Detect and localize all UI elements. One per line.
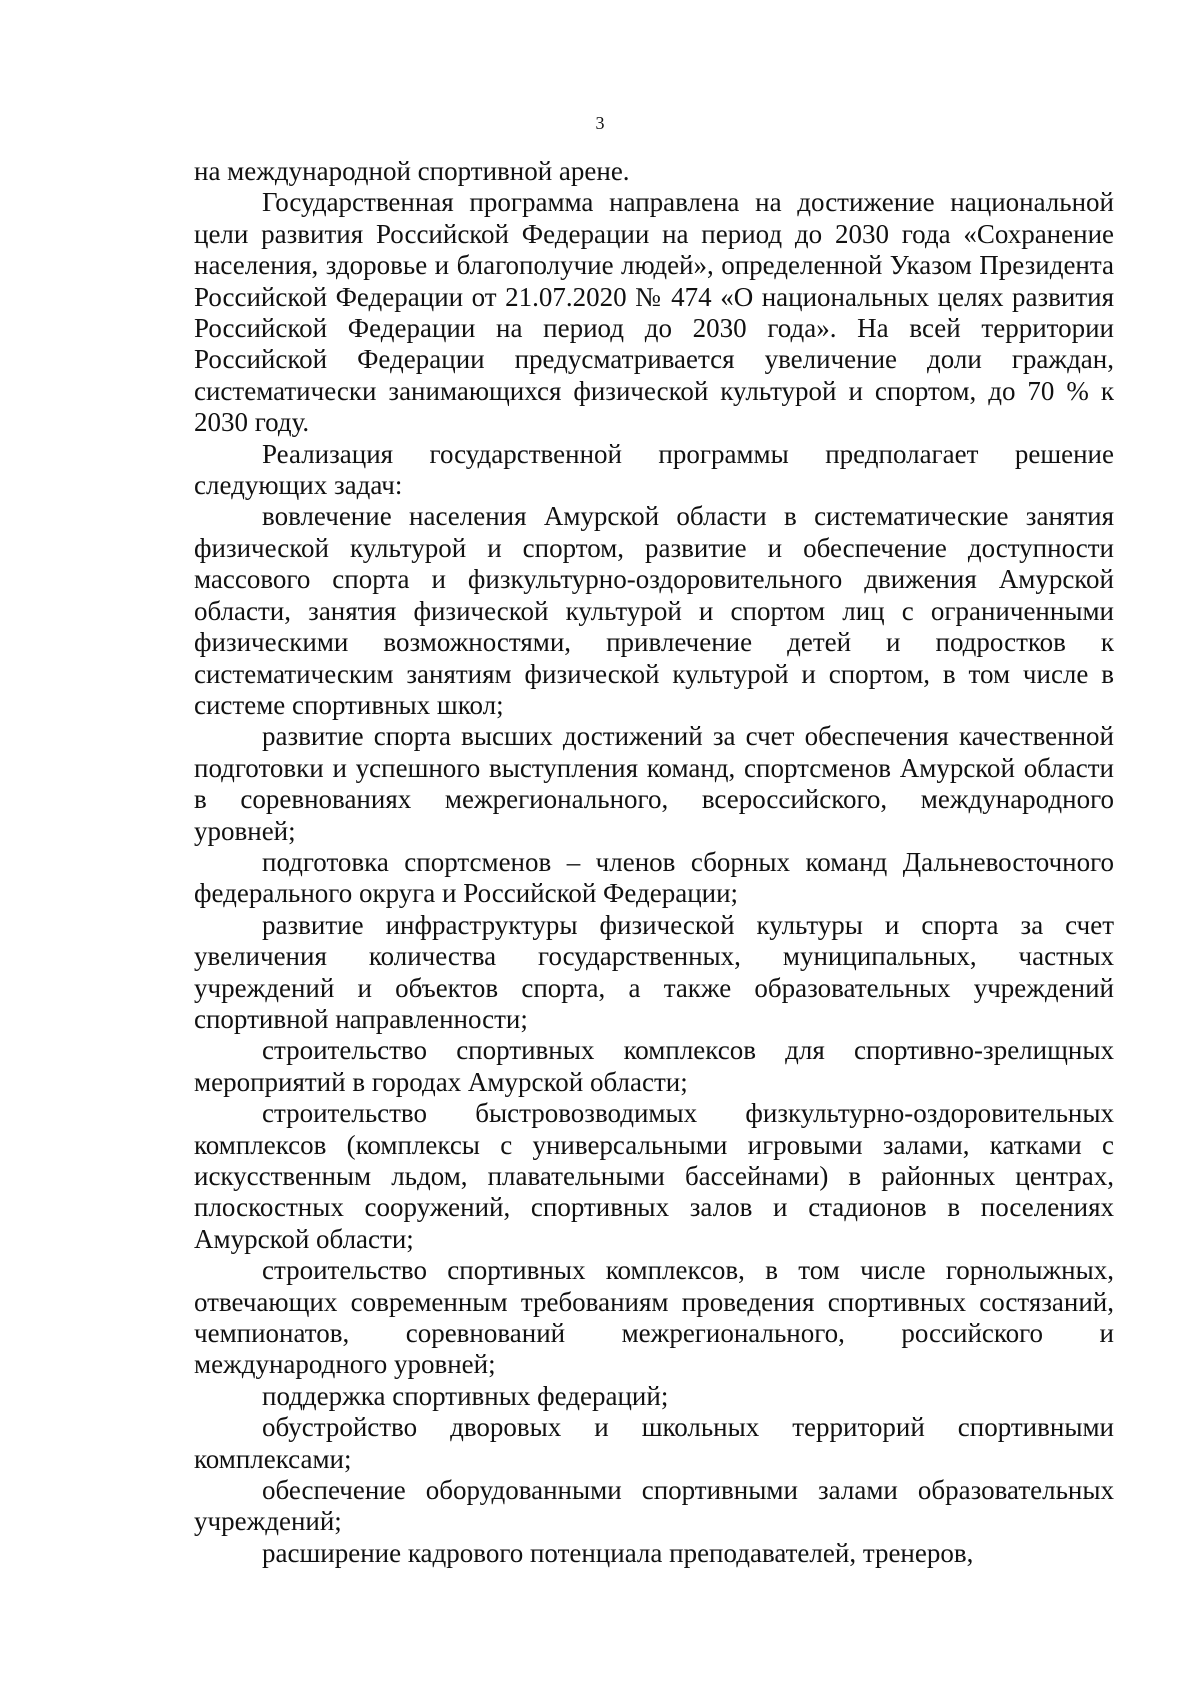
page-number: 3 [595, 113, 605, 133]
paragraph-task-infrastructure: развитие инфраструктуры физической культуры и спорта за счет увеличения количества государственных, муниципальных, частных учреждений и объектов спорта, а также образовательных учреждений спортивной направленности; [194, 909, 1114, 1034]
paragraph-task-federations: поддержка спортивных федераций; [262, 1380, 669, 1411]
paragraph-task-prefab-complexes: строительство быстровозводимых физкультурно-оздоровительных комплексов (комплексы с универсальными игровыми залами, катками с искусственным льдом, плавательными бассейнами) в районных центрах, плоскостных сооружений, спортивных залов и стадионов в поселениях Амурской области; [194, 1098, 1114, 1254]
paragraph-task-yard-territories: обустройство дворовых и школьных территорий спортивными комплексами; [194, 1412, 1114, 1474]
paragraph-continuation: на международной спортивной арене. [194, 156, 630, 186]
paragraph-task-staff: расширение кадрового потенциала преподавателей, тренеров, [262, 1537, 974, 1568]
paragraph-task-school-gyms: обеспечение оборудованными спортивными залами образовательных учреждений; [194, 1475, 1114, 1537]
paragraph-tasks-intro: Реализация государственной программы предполагает решение следующих задач: [194, 438, 1114, 501]
paragraph-task-sports-complexes: строительство спортивных комплексов для спортивно-зрелищных мероприятий в городах Амурской области; [194, 1035, 1114, 1097]
paragraph-program-goal: Государственная программа направлена на достижение национальной цели развития Российской Федерации на период до 2030 года «Сохранение населения, здоровье и благополучие людей», определенной Указом Президента Российской Федерации от 21.07.2020 № 474 «О национальных целях развития Российской Федерации на период до 2030 года». На всей территории Российской Федерации предусматривается увеличение доли граждан, систематически занимающихся физической культурой и спортом, до 70 % к 2030 году. [194, 187, 1114, 438]
paragraph-task-involvement: вовлечение населения Амурской области в систематические занятия физической культурой и спортом, развитие и обеспечение доступности массового спорта и физкультурно-оздоровительного движения Амурской области, занятия физической культурой и спортом лиц с ограниченными физическими возможностями, привлечение детей и подростков к систематическим занятиям физической культурой и спортом, в том числе в системе спортивных школ; [194, 501, 1114, 720]
paragraph-task-athlete-training: подготовка спортсменов – членов сборных команд Дальневосточного федерального округа и Российской Федерации; [194, 846, 1114, 909]
document-body [194, 156, 1114, 1569]
paragraph-task-high-performance: развитие спорта высших достижений за счет обеспечения качественной подготовки и успешного выступления команд, спортсменов Амурской области в соревнованиях межрегионального, всероссийского, международного уровней; [194, 721, 1114, 846]
paragraph-task-ski-complexes: строительство спортивных комплексов, в том числе горнолыжных, отвечающих современным требованиям проведения спортивных состязаний, чемпионатов, соревнований межрегионального, российского и международного уровней; [194, 1255, 1114, 1380]
